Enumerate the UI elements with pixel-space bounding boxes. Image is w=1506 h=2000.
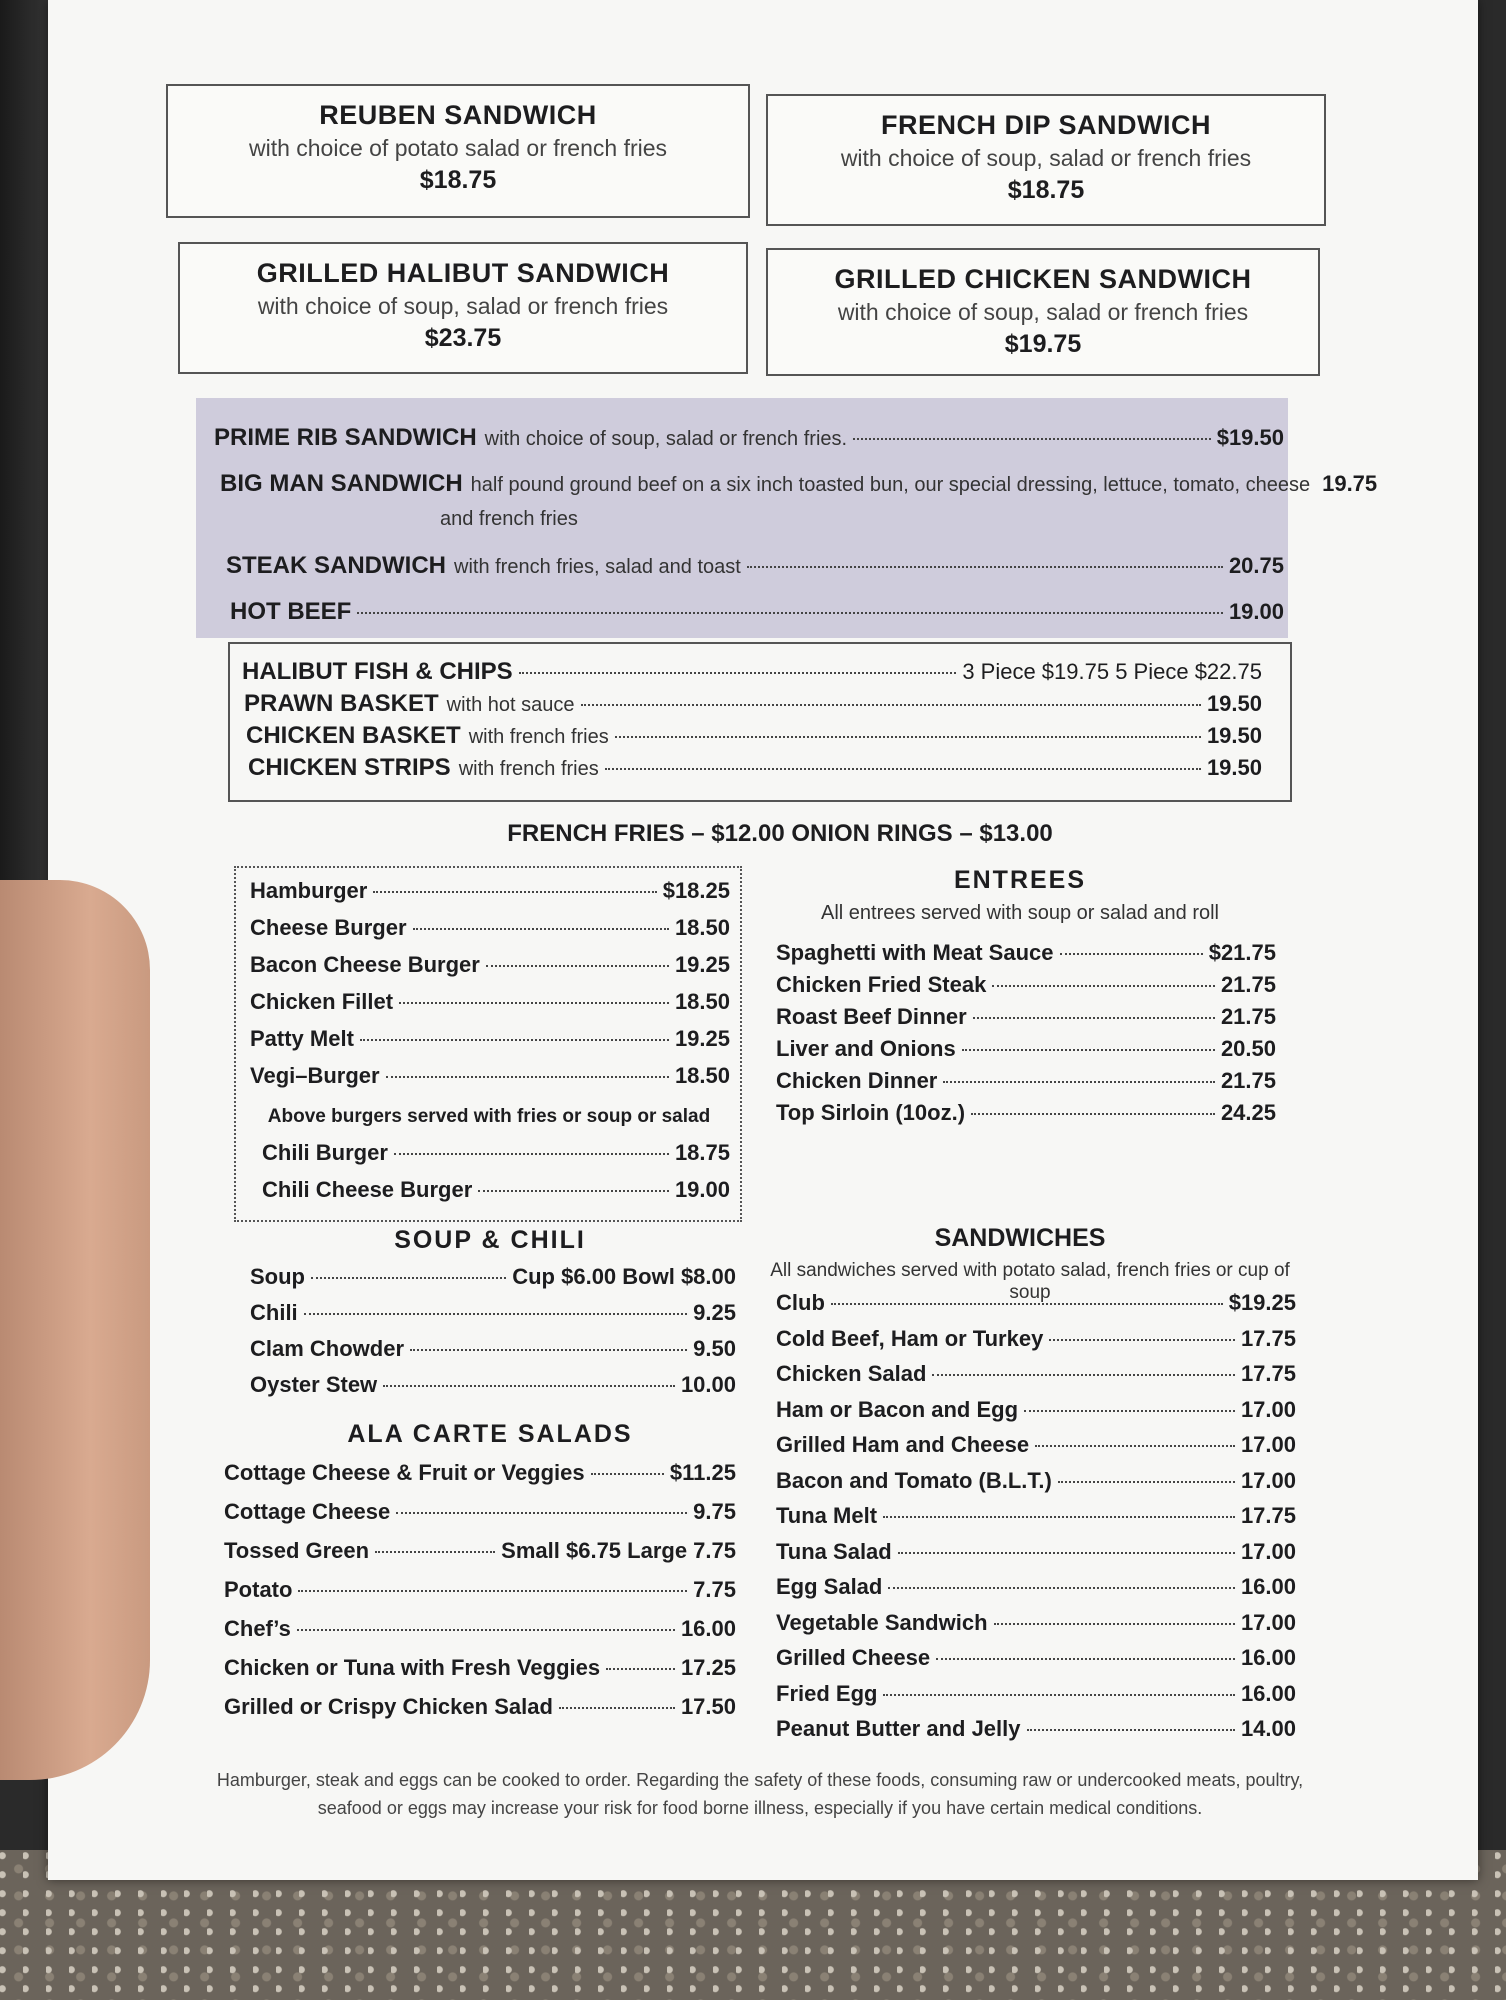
- item-description: with choice of soup, salad or french fries: [257, 293, 669, 319]
- item-price: 9.50: [693, 1336, 736, 1361]
- leader-dots: [311, 1277, 506, 1279]
- leader-dots: [360, 1039, 669, 1041]
- leader-dots: [943, 1081, 1215, 1083]
- item-price: 18.50: [674, 1063, 730, 1088]
- menu-row: [776, 1503, 1296, 1529]
- item-price: 17.75: [1240, 1325, 1296, 1351]
- leader-dots: [478, 1190, 669, 1192]
- menu-row: [776, 1326, 1296, 1352]
- item-name: Top Sirloin (10oz.): [776, 1100, 966, 1125]
- menu-row: [250, 1372, 736, 1398]
- item-name: Bacon and Tomato (B.L.T.): [776, 1467, 1052, 1493]
- menu-row: [776, 1036, 1276, 1062]
- leader-dots: [410, 1349, 687, 1351]
- item-name: Vegetable Sandwich: [776, 1609, 988, 1635]
- item-name: CHICKEN BASKET: [246, 722, 461, 749]
- menu-row: [250, 1300, 736, 1326]
- leader-dots: [519, 672, 957, 674]
- menu-row: [776, 1539, 1296, 1565]
- item-name: GRILLED CHICKEN SANDWICH: [834, 264, 1252, 294]
- item-price: 7.75: [693, 1577, 736, 1602]
- item-description: with hot sauce: [446, 694, 575, 716]
- item-price: 17.00: [1240, 1467, 1296, 1493]
- leader-dots: [883, 1516, 1235, 1518]
- menu-row: [262, 1140, 730, 1166]
- food-safety-disclaimer: Hamburger, steak and eggs can be cooked to order. Regarding the safety of these foods, consuming raw or undercooked meats, poultry, seafood or eggs may increase your risk for food borne illness, especially if you have certain medical conditions.: [216, 1770, 1304, 1818]
- menu-row: [224, 1538, 736, 1564]
- leader-dots: [615, 736, 1201, 738]
- leader-dots: [973, 1017, 1215, 1019]
- item-name: CHICKEN STRIPS: [248, 754, 451, 781]
- leader-dots: [375, 1551, 495, 1553]
- item-name: Tossed Green: [224, 1538, 370, 1563]
- leader-dots: [297, 1629, 675, 1631]
- item-price: 16.00: [1240, 1645, 1296, 1670]
- item-name: Grilled or Crispy Chicken Salad: [224, 1694, 553, 1719]
- sides-line: FRENCH FRIES – $12.00 ONION RINGS – $13.00: [507, 820, 1053, 847]
- menu-row: [214, 424, 1284, 452]
- item-name: HALIBUT FISH & CHIPS: [242, 658, 513, 685]
- item-name: Chicken Fillet: [250, 989, 394, 1014]
- item-price: 19.75: [1322, 471, 1378, 496]
- menu-row: [776, 1361, 1296, 1387]
- menu-row: [776, 1100, 1276, 1126]
- item-price: 14.00: [1240, 1716, 1296, 1741]
- item-name: Fried Egg: [776, 1680, 878, 1706]
- featured-box-halibut: [178, 242, 748, 374]
- sandwiches-note: All sandwiches served with potato salad, french fries or cup of soup: [770, 1260, 1290, 1303]
- menu-row: [230, 598, 1284, 626]
- item-name: Oyster Stew: [250, 1372, 378, 1397]
- item-price: 19.50: [1206, 755, 1262, 780]
- leader-dots: [1058, 1481, 1235, 1483]
- item-price: 21.75: [1220, 1004, 1276, 1029]
- menu-row: [776, 1716, 1296, 1742]
- item-price: 17.50: [680, 1694, 736, 1719]
- item-price: 3 Piece $19.75 5 Piece $22.75: [962, 659, 1262, 684]
- item-price: 16.00: [680, 1616, 736, 1641]
- leader-dots: [1060, 953, 1203, 955]
- item-name: Grilled Cheese: [776, 1645, 931, 1670]
- item-name: Spaghetti with Meat Sauce: [776, 940, 1054, 965]
- item-name: Grilled Ham and Cheese: [776, 1432, 1030, 1457]
- item-price: 17.00: [1240, 1609, 1296, 1635]
- item-name: Egg Salad: [776, 1574, 883, 1599]
- item-name: Patty Melt: [250, 1026, 354, 1051]
- item-description-continued: and french fries: [440, 508, 578, 530]
- item-price: 16.00: [1240, 1680, 1296, 1706]
- item-price: 19.25: [674, 1026, 730, 1051]
- menu-row: [776, 1574, 1296, 1600]
- item-name: Tuna Salad: [776, 1538, 892, 1564]
- leader-dots: [831, 1303, 1223, 1305]
- leader-dots: [396, 1512, 687, 1514]
- item-name: Chicken or Tuna with Fresh Veggies: [224, 1655, 601, 1680]
- menu-row: [246, 722, 1262, 750]
- item-price: 19.50: [1206, 723, 1262, 748]
- leader-dots: [1049, 1339, 1235, 1341]
- leader-dots: [581, 704, 1201, 706]
- item-name: GRILLED HALIBUT SANDWICH: [256, 258, 670, 288]
- leader-dots: [559, 1707, 675, 1709]
- item-price: 20.50: [1220, 1036, 1276, 1061]
- item-name: Hamburger: [250, 878, 368, 903]
- leader-dots: [888, 1587, 1235, 1589]
- menu-row: [224, 1694, 736, 1720]
- item-price: 17.25: [680, 1655, 736, 1680]
- item-price: 18.50: [674, 989, 730, 1014]
- item-name: FRENCH DIP SANDWICH: [880, 110, 1211, 140]
- item-name: Club: [776, 1290, 825, 1315]
- leader-dots: [357, 612, 1223, 614]
- item-name: Chicken Salad: [776, 1361, 927, 1386]
- sandwiches-title: SANDWICHES: [934, 1224, 1106, 1252]
- leader-dots: [1035, 1445, 1235, 1447]
- item-name: REUBEN SANDWICH: [319, 100, 597, 130]
- leader-dots: [373, 891, 656, 893]
- item-price: Cup $6.00 Bowl $8.00: [512, 1264, 736, 1289]
- featured-box-grilled-chicken: [766, 248, 1320, 376]
- item-price: 17.75: [1240, 1361, 1296, 1386]
- item-price: 17.75: [1240, 1503, 1296, 1528]
- menu-row: [776, 1681, 1296, 1707]
- menu-row: [226, 552, 1284, 580]
- menu-row: [248, 754, 1262, 782]
- item-name: Cottage Cheese & Fruit or Veggies: [224, 1460, 585, 1485]
- menu-row: [776, 1468, 1296, 1494]
- featured-box-french-dip: [766, 94, 1326, 226]
- item-name: Liver and Onions: [776, 1036, 956, 1061]
- menu-row: [250, 1264, 736, 1290]
- menu-row: [776, 1645, 1296, 1671]
- burger-note: Above burgers served with fries or soup or salad: [267, 1106, 711, 1127]
- leader-dots: [486, 965, 669, 967]
- item-price: $19.25: [1228, 1290, 1296, 1315]
- leader-dots: [394, 1153, 669, 1155]
- leader-dots: [883, 1694, 1234, 1696]
- leader-dots: [413, 928, 669, 930]
- item-price: $19.75: [1004, 330, 1082, 358]
- menu-row: [776, 1068, 1276, 1094]
- leader-dots: [606, 1668, 675, 1670]
- menu-row: [250, 989, 730, 1015]
- menu-row: [776, 1397, 1296, 1423]
- item-name: STEAK SANDWICH: [226, 552, 446, 579]
- item-price: 20.75: [1228, 553, 1284, 578]
- menu-row: [250, 878, 730, 904]
- item-name: Soup: [250, 1264, 305, 1289]
- leader-dots: [605, 768, 1201, 770]
- item-name: Chicken Dinner: [776, 1068, 938, 1093]
- menu-row: [242, 658, 1262, 686]
- item-price: $23.75: [424, 324, 502, 352]
- menu-row: [224, 1655, 736, 1681]
- item-name: HOT BEEF: [230, 598, 352, 625]
- leader-dots: [399, 1002, 669, 1004]
- item-price: $21.75: [1208, 940, 1276, 965]
- item-price: 19.00: [674, 1177, 730, 1202]
- item-description: with french fries: [468, 726, 609, 748]
- item-name: Bacon Cheese Burger: [250, 952, 480, 977]
- item-price: 9.25: [693, 1300, 736, 1325]
- item-description: with choice of soup, salad or french fries.: [484, 428, 848, 450]
- leader-dots: [971, 1113, 1215, 1115]
- item-price: 21.75: [1220, 972, 1276, 997]
- menu-row: [776, 1432, 1296, 1458]
- menu-row: [250, 915, 730, 941]
- item-price: 21.75: [1220, 1068, 1276, 1093]
- item-description: half pound ground beef on a six inch toasted bun, our special dressing, lettuce, tomato, cheese: [470, 474, 1311, 496]
- menu-row: [244, 690, 1262, 718]
- item-price: 19.25: [674, 952, 730, 977]
- item-price: 24.25: [1220, 1100, 1276, 1125]
- item-description: with french fries, salad and toast: [454, 556, 741, 578]
- item-price: $11.25: [669, 1460, 736, 1485]
- menu-row: [250, 952, 730, 978]
- item-name: Ham or Bacon and Egg: [776, 1396, 1019, 1422]
- item-description: with choice of soup, salad or french fries: [840, 145, 1252, 171]
- item-price: 17.00: [1240, 1432, 1296, 1457]
- item-price: $18.75: [1007, 176, 1085, 204]
- leader-dots: [936, 1658, 1235, 1660]
- leader-dots: [1027, 1729, 1235, 1731]
- item-name: PRAWN BASKET: [244, 690, 439, 717]
- soup-title: SOUP & CHILI: [394, 1226, 586, 1254]
- item-price: 18.50: [674, 915, 730, 940]
- item-name: Cottage Cheese: [224, 1499, 391, 1524]
- item-name: Peanut Butter and Jelly: [776, 1716, 1021, 1741]
- salads-title: ALA CARTE SALADS: [347, 1420, 633, 1448]
- item-name: Chili Cheese Burger: [262, 1177, 473, 1202]
- leader-dots: [932, 1374, 1235, 1376]
- leader-dots: [383, 1385, 675, 1387]
- entrees-note: All entrees served with soup or salad and roll: [821, 902, 1219, 924]
- item-name: Potato: [224, 1577, 293, 1602]
- item-price: Small $6.75 Large 7.75: [501, 1538, 736, 1563]
- item-name: Cheese Burger: [250, 915, 407, 940]
- item-description: with choice of potato salad or french fries: [248, 135, 668, 161]
- leader-dots: [898, 1552, 1235, 1554]
- menu-row: [262, 1177, 730, 1203]
- menu-row: [250, 1336, 736, 1362]
- item-description: with french fries: [458, 758, 599, 780]
- item-name: Clam Chowder: [250, 1336, 405, 1361]
- item-name: Chili: [250, 1300, 298, 1325]
- leader-dots: [962, 1049, 1215, 1051]
- item-price: $19.50: [1216, 425, 1284, 450]
- item-price: 18.75: [674, 1140, 730, 1165]
- menu-row: [250, 1026, 730, 1052]
- menu-row: [224, 1616, 736, 1642]
- item-name: Vegi–Burger: [250, 1063, 380, 1088]
- entrees-title: ENTREES: [953, 866, 1087, 894]
- menu-row: [250, 1063, 730, 1089]
- menu-row: [224, 1460, 736, 1486]
- item-price: 9.75: [693, 1499, 736, 1524]
- menu-row: [776, 1610, 1296, 1636]
- leader-dots: [994, 1623, 1235, 1625]
- leader-dots: [747, 566, 1223, 568]
- featured-box-reuben: [166, 84, 750, 218]
- item-price: 10.00: [680, 1372, 736, 1397]
- leader-dots: [1024, 1410, 1235, 1412]
- menu-row: [776, 940, 1276, 966]
- item-price: 16.00: [1240, 1574, 1296, 1599]
- item-price: 19.50: [1206, 691, 1262, 716]
- item-name: Chicken Fried Steak: [776, 972, 987, 997]
- item-name: Chef’s: [224, 1616, 291, 1641]
- item-name: Roast Beef Dinner: [776, 1004, 967, 1029]
- menu-row: [220, 470, 1378, 498]
- leader-dots: [591, 1473, 664, 1475]
- item-name: Chili Burger: [262, 1140, 388, 1165]
- leader-dots: [386, 1076, 669, 1078]
- item-price: $18.25: [662, 878, 730, 903]
- item-price: 17.00: [1240, 1538, 1296, 1564]
- item-name: BIG MAN SANDWICH: [220, 470, 463, 497]
- item-price: 17.00: [1240, 1396, 1296, 1422]
- item-name: Cold Beef, Ham or Turkey: [776, 1325, 1044, 1351]
- menu-row: [224, 1577, 736, 1603]
- item-price: $18.75: [419, 166, 497, 194]
- item-description: with choice of soup, salad or french fries: [837, 299, 1249, 325]
- menu-row: [776, 972, 1276, 998]
- leader-dots: [853, 438, 1211, 440]
- item-name: Tuna Melt: [776, 1503, 878, 1528]
- item-price: 19.00: [1228, 599, 1284, 624]
- menu-row: [776, 1290, 1296, 1316]
- leader-dots: [298, 1590, 687, 1592]
- menu-row: [224, 1499, 736, 1525]
- menu-row: [776, 1004, 1276, 1030]
- item-name: PRIME RIB SANDWICH: [214, 424, 477, 451]
- leader-dots: [992, 985, 1215, 987]
- leader-dots: [304, 1313, 688, 1315]
- hand-holding-menu: [0, 880, 150, 1780]
